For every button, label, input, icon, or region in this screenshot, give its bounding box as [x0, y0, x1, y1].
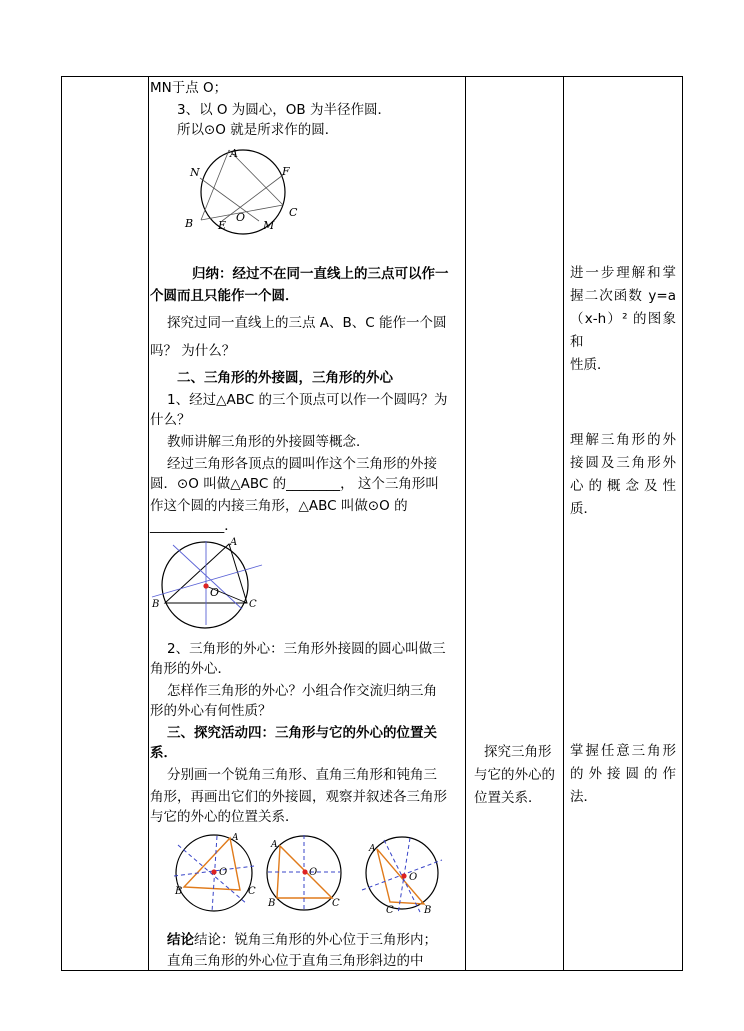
- point-label: E: [218, 219, 227, 232]
- main-line: 与它的外心的位置关系．: [150, 809, 299, 825]
- design-intent-cell: [570, 262, 676, 377]
- point-label: O: [219, 867, 228, 878]
- main-line: 3、以 O 为圆心，OB 为半径作圆．: [177, 102, 391, 118]
- intent-line: 心 的 概 念 及 性: [570, 478, 676, 494]
- intent-line: 掌握任意三角形: [570, 743, 676, 759]
- design-intent-cell: [570, 740, 676, 809]
- point-label: B: [185, 217, 194, 230]
- circumcenter-dot: [203, 583, 208, 588]
- main-line: 1、经过△ABC 的三个顶点可以作一个圆吗？为: [167, 392, 448, 408]
- intent-line: 的 外 接 圆 的 作: [570, 766, 676, 782]
- main-line: 角形，再画出它们的外接圆，观察并叙述各三角形: [150, 789, 447, 805]
- main-line: 分别画一个锐角三角形、直角三角形和钝角三: [167, 767, 437, 783]
- point-label: M: [263, 219, 275, 232]
- point-label: C: [289, 206, 298, 219]
- point-label: C: [249, 599, 257, 610]
- main-line: 什么？: [150, 412, 191, 428]
- main-line: 经过三角形各顶点的圆叫作这个三角形的外接: [167, 456, 437, 472]
- main-line: 形的外心有何性质？: [150, 703, 272, 719]
- section-heading: 系．: [150, 745, 177, 761]
- circumcenter-dot: [302, 869, 307, 874]
- conclusion-text: 归纳：经过不在同一直线上的三点可以作一: [192, 266, 449, 282]
- point-label: F: [282, 165, 290, 178]
- intent-line: （x-h）² 的图象和: [570, 311, 676, 350]
- circumcircle-figure: [150, 535, 265, 635]
- point-label: A: [230, 147, 238, 160]
- circumcenter-dot: [401, 873, 406, 878]
- intent-line: 理解三角形的外: [570, 432, 676, 448]
- activity-line: 与它的外心的: [474, 767, 555, 783]
- point-label: O: [236, 211, 246, 224]
- intent-line: 质．: [570, 501, 597, 517]
- design-intent-cell: [570, 429, 676, 521]
- column-divider: [148, 77, 149, 970]
- acute-triangle: [184, 838, 240, 890]
- perpendicular-bisector: [152, 565, 262, 597]
- circle: [366, 837, 438, 909]
- main-line: 角形的外心．: [150, 661, 231, 677]
- activity-cell: [474, 741, 562, 810]
- column-divider: [563, 77, 564, 970]
- section-heading: 二、三角形的外接圆，三角形的外心: [177, 370, 393, 386]
- point-label: B: [152, 599, 160, 610]
- conclusion-text: 个圆而且只能作一个圆．: [150, 288, 299, 304]
- intent-line: 法．: [570, 789, 597, 805]
- conclusion-line: [167, 929, 437, 951]
- main-line: 作这个圆的内接三角形，△ABC 叫做⊙O 的: [150, 498, 408, 514]
- intent-line: 性质．: [570, 357, 611, 373]
- main-line: 怎样作三角形的外心？小组合作交流归纳三角: [167, 683, 437, 699]
- point-label: A: [230, 537, 238, 548]
- main-line: 直角三角形的外心位于直角三角形斜边的中: [167, 953, 424, 969]
- point-label: C: [386, 905, 394, 916]
- point-label: O: [210, 586, 220, 599]
- point-label: C: [248, 886, 256, 897]
- conclusion-body: 结论：锐角三角形的外心位于三角形内；: [194, 932, 437, 948]
- main-line: ___________．: [150, 518, 238, 534]
- perpendicular-bisector: [173, 545, 242, 609]
- activity-line: 位置关系．: [474, 790, 542, 806]
- main-line: 探究过同一直线上的三点 A、B、C 能作一个圆: [167, 315, 447, 331]
- conclusion-label: 结论: [167, 932, 194, 948]
- point-label: B: [424, 905, 432, 916]
- main-line: 所以⊙O 就是所求作的圆．: [177, 122, 339, 138]
- point-label: N: [190, 166, 200, 179]
- main-line: 2、三角形的外心：三角形外接圆的圆心叫做三: [167, 641, 446, 657]
- section-heading: 三、探究活动四：三角形与它的外心的位置关: [167, 725, 437, 741]
- three-triangles-figure: [172, 832, 447, 917]
- main-line: MN于点 O；: [150, 80, 228, 96]
- main-line: 教师讲解三角形的外接圆等概念．: [167, 434, 370, 450]
- point-label: A: [232, 833, 239, 843]
- point-label: O: [409, 872, 418, 883]
- intent-line: 接圆及三角形外: [570, 455, 676, 471]
- main-line: 吗？ 为什么？: [150, 343, 236, 359]
- point-label: C: [332, 898, 340, 909]
- intent-line: 进一步理解和掌: [570, 265, 676, 281]
- point-label: B: [268, 898, 276, 909]
- point-label: A: [369, 844, 376, 854]
- main-line: 圆．⊙O 叫做△ABC 的________， 这个三角形叫: [150, 476, 439, 492]
- construction-circle-figure: [182, 145, 312, 240]
- activity-line: 探究三角形: [484, 744, 552, 760]
- point-label: B: [175, 886, 183, 897]
- point-label: O: [309, 867, 318, 878]
- point-label: A: [271, 840, 278, 850]
- intent-line: 握二次函数 y=a: [570, 288, 676, 304]
- column-divider: [465, 77, 466, 970]
- bisector-ef: [222, 175, 283, 221]
- circumcenter-dot: [211, 869, 216, 874]
